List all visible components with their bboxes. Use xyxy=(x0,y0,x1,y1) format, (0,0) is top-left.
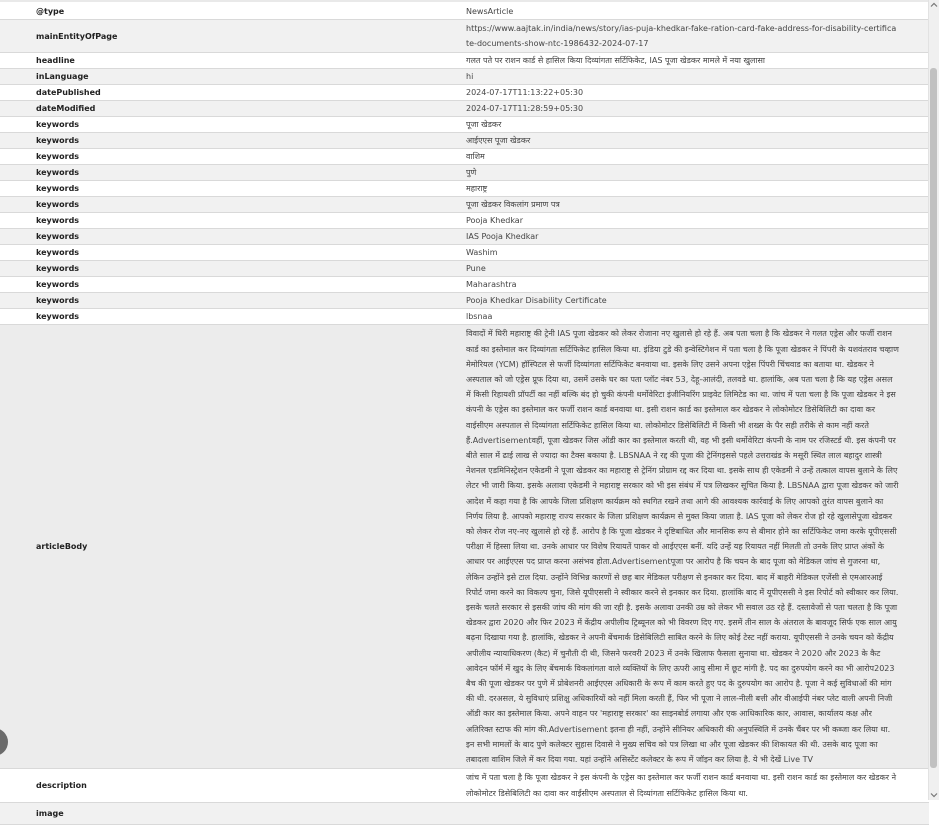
row-value: पुणे xyxy=(434,165,929,181)
row-key: dateModified xyxy=(0,101,434,117)
table-row xyxy=(0,149,929,165)
table-row xyxy=(0,165,929,181)
row-key: keywords xyxy=(0,261,434,277)
row-key: keywords xyxy=(0,213,434,229)
table-row xyxy=(0,101,929,117)
scroll-up-icon[interactable] xyxy=(930,1,938,9)
table-row xyxy=(0,261,929,277)
row-value: Pune xyxy=(434,261,929,277)
table-row xyxy=(0,117,929,133)
top-divider xyxy=(0,0,929,2)
row-key: mainEntityOfPage xyxy=(0,20,434,53)
row-key: headline xyxy=(0,53,434,69)
row-key: keywords xyxy=(0,245,434,261)
row-value: Pooja Khedkar Disability Certificate xyxy=(434,293,929,309)
table-row-image xyxy=(0,802,929,824)
row-value: lbsnaa xyxy=(434,309,929,325)
row-key: inLanguage xyxy=(0,69,434,85)
row-key: description xyxy=(0,769,434,802)
row-value: IAS Pooja Khedkar xyxy=(434,229,929,245)
table-row xyxy=(0,133,929,149)
row-key: keywords xyxy=(0,117,434,133)
table-row xyxy=(0,277,929,293)
row-value: 2024-07-17T11:13:22+05:30 xyxy=(434,85,929,101)
table-row xyxy=(0,293,929,309)
row-key: keywords xyxy=(0,229,434,245)
row-key: keywords xyxy=(0,197,434,213)
scroll-down-icon[interactable] xyxy=(930,791,938,799)
table-row xyxy=(0,213,929,229)
table-row-article-body xyxy=(0,325,929,769)
row-key: articleBody xyxy=(0,325,434,769)
row-key: keywords xyxy=(0,133,434,149)
table-row xyxy=(0,20,929,53)
table-row xyxy=(0,53,929,69)
row-value: वाशिम xyxy=(434,149,929,165)
row-key: @type xyxy=(0,0,434,20)
row-value xyxy=(434,802,929,824)
row-value: 2024-07-17T11:28:59+05:30 xyxy=(434,101,929,117)
table-row xyxy=(0,309,929,325)
row-value: पूजा खेडकर xyxy=(434,117,929,133)
row-key: keywords xyxy=(0,293,434,309)
row-value: NewsArticle xyxy=(434,0,929,20)
row-key: datePublished xyxy=(0,85,434,101)
row-value: आईएएस पूजा खेडकर xyxy=(434,133,929,149)
vertical-scrollbar[interactable] xyxy=(928,0,939,800)
table-row xyxy=(0,245,929,261)
row-value: गलत पते पर राशन कार्ड से हासिल किया दिव्यांगता सर्टिफिकेट, IAS पूजा खेडकर मामले में नया खुलासा xyxy=(434,53,929,69)
table-row xyxy=(0,229,929,245)
row-value: पूजा खेडकर विकलांग प्रमाण पत्र xyxy=(434,197,929,213)
row-key: image xyxy=(0,802,434,824)
table-row xyxy=(0,197,929,213)
row-key: keywords xyxy=(0,149,434,165)
table-row xyxy=(0,85,929,101)
row-value: hi xyxy=(434,69,929,85)
table-row xyxy=(0,69,929,85)
row-value: Maharashtra xyxy=(434,277,929,293)
table-row-description xyxy=(0,769,929,802)
row-key: keywords xyxy=(0,277,434,293)
scrollbar-thumb[interactable] xyxy=(930,68,937,768)
row-value: महाराष्ट्र xyxy=(434,181,929,197)
article-body-text: विवादों में घिरी महाराष्ट्र की ट्रेनी IAS पूजा खेडकर को लेकर रोजाना नए खुलासे हो रहे हैं. अब पता चला है कि खेडकर ने गलत एड्रेस और फर्जी राशन कार्ड का इस्तेमाल कर दिव्यांगता सर्टिफिकेट हासिल किया था. इंडिया टुडे की इन्वेस्टिगेशन में पता चला है कि पूजा खेडकर ने पिंपरी के यशवंतराव चव्हाण मेमोरियल (YCM) हॉस्पिटल से फर्जी दिव्यांगता सर्टिफिकेट बनवाया था. इसके लिए उसने अपना एड्रेस पिंपरी चिंचवाड का बताया था. खेडकर ने अस्पताल को जो एड्रेस प्रूफ दिया था, उसमें उसके घर का पता प्लॉट नंबर 53, देहू-आलंदी, तलवडे था. हालांकि, अब पता चला है कि यह एड्रेस असल में किसी रिहायशी प्रॉपर्टी का नहीं बल्कि बंद हो चुकी कंपनी थर्मोवेरिटा इंजीनियरिंग प्राइवेट लिमिटेड का था. जांच में पता चला है कि पूजा खेडकर ने इस कंपनी के एड्रेस का इस्तेमाल कर फर्जी राशन कार्ड बनवाया था. इसी राशन कार्ड का इस्तेमाल कर खेडकर ने लोकोमोटर डिसेबिलिटी का दावा कर वाईसीएम अस्पताल से दिव्यांगता सर्टिफिकेट हासिल किया था. लोकोमोटर डिसेबिलिटी में किसी भी शख्स के पैर सही तरीके से काम नहीं करते हैं.Advertisementवहीं, पूजा खेडकर जिस ऑडी कार का इस्तेमाल करती थी, वह भी इसी थर्मोवेरिटा कंपनी के नाम पर रजिस्टर्ड थी. इस कंपनी पर बीते साल में ढाई लाख से ज्यादा का टैक्स बकाया है. LBSNAA ने रद्द की पूजा की ट्रेनिंगइससे पहले उत्तराखंड के मसूरी स्थित लाल बहादुर शास्त्री नेशनल एडमिनिस्ट्रेशन एकेडमी ने पूजा खेडकर का महाराष्ट्र से ट्रेनिंग प्रोग्राम रद्द कर दिया था. इसके साथ ही एकेडमी ने उन्हें तत्काल वापस बुलाने के लिए लेटर भी जारी किया. इसके अलावा एकेडमी ने महाराष्ट्र सरकार को भी इस संबंध में पत्र लिखकर सूचित किया है. LBSNAA द्वारा पूजा खेडकर को जारी आदेश में कहा गया है कि आपके जिला प्रशिक्षण कार्यक्रम को स्थगित रखने तथा आगे की आवश्यक कार्रवाई के लिए आपको तुरंत वापस बुलाने का निर्णय लिया है. आपको महाराष्ट्र राज्य सरकार के जिला प्रशिक्षण कार्यक्रम से मुक्त किया जाता है. IAS पूजा को लेकर रोज हो रहे खुलासेपूजा खेडकर को लेकर रोज नए-नए खुलासे हो रहे हैं. आरोप है कि पूजा खेडकर ने दृष्टिबाधित और मानसिक रूप से बीमार होने का सर्टिफिकेट जमा करके यूपीएससी परीक्षा में हिस्सा लिया था. उनके आधार पर विशेष रियायतें पाकर वो आईएएस बनीं. यदि उन्हें यह रियायत नहीं मिलती तो उनके लिए प्राप्त अंकों के आधार पर आईएएस पद प्राप्त करना असंभव होता.Advertisementपूजा पर आरोप है कि चयन के बाद पूजा को मेडिकल जांच से गुजरना था, लेकिन उन्होंने इसे टाल दिया. उन्होंने विभिन्न कारणों से छह बार मेडिकल परीक्षण से इनकार कर दिया. बाद में बाहरी मेडिकल एजेंसी से एमआरआई रिपोर्ट जमा करने का विकल्प चुना, जिसे यूपीएससी ने स्वीकार करने से इनकार कर दिया. हालांकि बाद में यूपीएससी ने इस रिपोर्ट को स्वीकार कर लिया. इसके चलते सरकार से इसकी जांच की मांग की जा रही है. इसके अलावा उनकी उम्र को लेकर भी सवाल उठ रहे हैं. दस्तावेजों से पता चलता है कि पूजा खेडकर द्वारा 2020 और फिर 2023 में केंद्रीय अपीलीय ट्रिब्यूनल को भी विवरण दिए गए. इसमें तीन साल के अंतराल के बावजूद सिर्फ एक साल आयु बढ़ना दिखाया गया है. हालांकि, खेडकर ने अपनी बेंचमार्क डिसेबिलिटी साबित करने के लिए कोई टेस्ट नहीं कराया. यूपीएससी ने उनके चयन को केंद्रीय अपीलीय न्यायाधिकरण (कैट) में चुनौती दी थी, जिसने फरवरी 2023 में उनके खिलाफ फैसला सुनाया था. खेडकर ने 2020 और 2023 के कैट आवेदन फॉर्म में खुद के लिए बेंचमार्क विकलांगता वाले व्यक्तियों के लिए ऊपरी आयु सीमा में छूट मांगी है. पद का दुरुपयोग करने का भी आरोप2023 बैच की पूजा खेडकर पर पुणे में प्रोबेशनरी आईएएस अधिकारी के रूप में काम करते हुए पद के दुरुपयोग का आरोप है. पूजा ने कई सुविधाओं की मांग की थी. दरअसल, ये सुविधाएं प्रशिक्षु अधिकारियों को नहीं मिला करती हैं, फिर भी पूजा ने लाल-नीली बत्ती और वीआईपी नंबर प्लेट वाली अपनी निजी ऑडी कार का इस्तेमाल किया. अपने वाहन पर 'महाराष्ट्र सरकार' का साइनबोर्ड लगाया और एक आधिकारिक कार, आवास, कार्यालय कक्ष और अतिरिक्त स्टाफ की मांग की.Advertisement इतना ही नहीं, उन्होंने सीनियर अधिकारी की अनुपस्थिति में उनके चैंबर पर भी कब्जा कर लिया था. इन सभी मामलों के बाद पुणे कलेक्टर सुहास दिवासे ने मुख्य सचिव को पत्र लिखा था और पूजा खेडकर की शिकायत की थी. उसके बाद पूजा का तबादला वाशिम जिले में कर दिया गया. यहां उन्होंने असिस्टेंट कलेक्टर के रूप में जॉइन कर लिया है. ये भी देखें Live TV xyxy=(434,325,929,769)
row-key: keywords xyxy=(0,165,434,181)
description-text: जांच में पता चला है कि पूजा खेडकर ने इस कंपनी के एड्रेस का इस्तेमाल कर फर्जी राशन कार्ड बनवाया था. इसी राशन कार्ड का इस्तेमाल कर खेडकर ने लोकोमोटर डिसेबिलिटी का दावा कर वाईसीएम अस्पताल से दिव्यांगता सर्टिफिकेट हासिल किया था. xyxy=(434,769,929,802)
row-value: Washim xyxy=(434,245,929,261)
table-row xyxy=(0,0,929,20)
table-row xyxy=(0,181,929,197)
row-value: https://www.aajtak.in/india/news/story/ias-puja-khedkar-fake-ration-card-fake-address-for-disability-certificate-documents-show-ntc-1986432-2024-07-17 xyxy=(434,20,929,53)
row-value: Pooja Khedkar xyxy=(434,213,929,229)
row-key: keywords xyxy=(0,309,434,325)
row-key: keywords xyxy=(0,181,434,197)
